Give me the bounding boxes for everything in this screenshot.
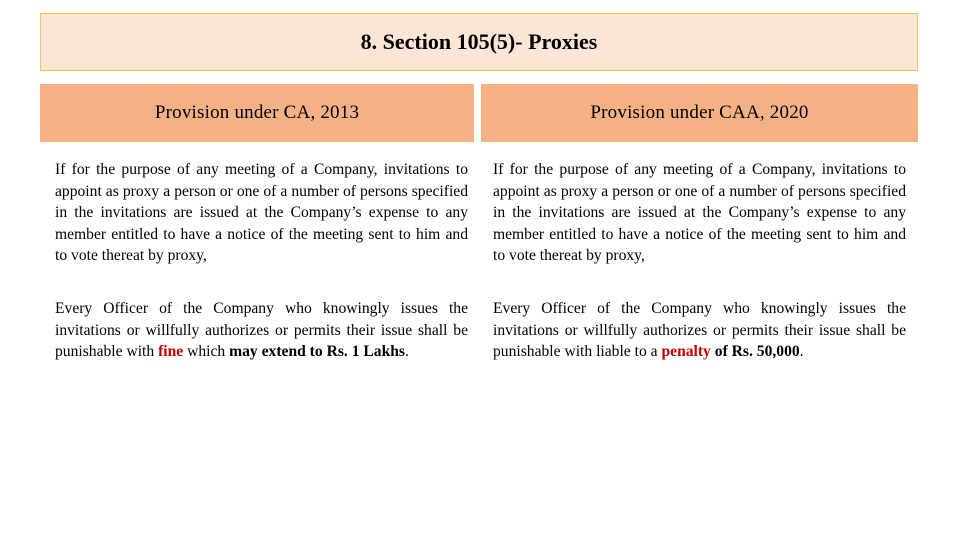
ca-2013-penalty-text	[55, 298, 468, 363]
slide-title: 8. Section 105(5)- Proxies	[360, 29, 598, 54]
ca-2013-penalty-text-end: .	[405, 343, 409, 360]
caa-2020-penalty-highlight: penalty	[661, 343, 711, 360]
ca-2013-penalty-text-part2: which	[183, 343, 230, 360]
column-header-caa-2020: Provision under CAA, 2020	[481, 84, 918, 142]
caa-2020-penalty-amount: of Rs. 50,000	[714, 343, 800, 360]
ca-2013-penalty-text-part1: Every Officer of the Company who knowingly issues the invitations or willfully authorizes or permits their issue shall be punishable with	[55, 300, 468, 360]
ca-2013-fine-amount: may extend to Rs. 1 Lakhs	[229, 343, 406, 360]
column-header-ca-2013: Provision under CA, 2013	[40, 84, 474, 142]
ca-2013-provision-text: If for the purpose of any meeting of a Company, invitations to appoint as proxy a person or one of a number of persons specified in the invitations are issued at the Company’s expense to any member entitled to have a notice of the meeting sent to him and to vote thereat by proxy,	[55, 161, 468, 264]
caa-2020-provision-text: If for the purpose of any meeting of a Company, invitations to appoint as proxy a person or one of a number of persons specified in the invitations are issued at the Company’s expense to any member entitled to have a notice of the meeting sent to him and to vote thereat by proxy,	[493, 161, 906, 264]
slide-title-box	[40, 13, 918, 71]
ca-2013-fine-highlight: fine	[158, 343, 184, 360]
caa-2020-penalty-text-end: .	[799, 343, 804, 360]
caa-2020-penalty-text-part1: Every Officer of the Company who knowingly issues the invitations or willfully authorizes or permits their issue shall be punishable with liable to a	[493, 300, 906, 360]
caa-2020-penalty-text	[493, 298, 906, 363]
